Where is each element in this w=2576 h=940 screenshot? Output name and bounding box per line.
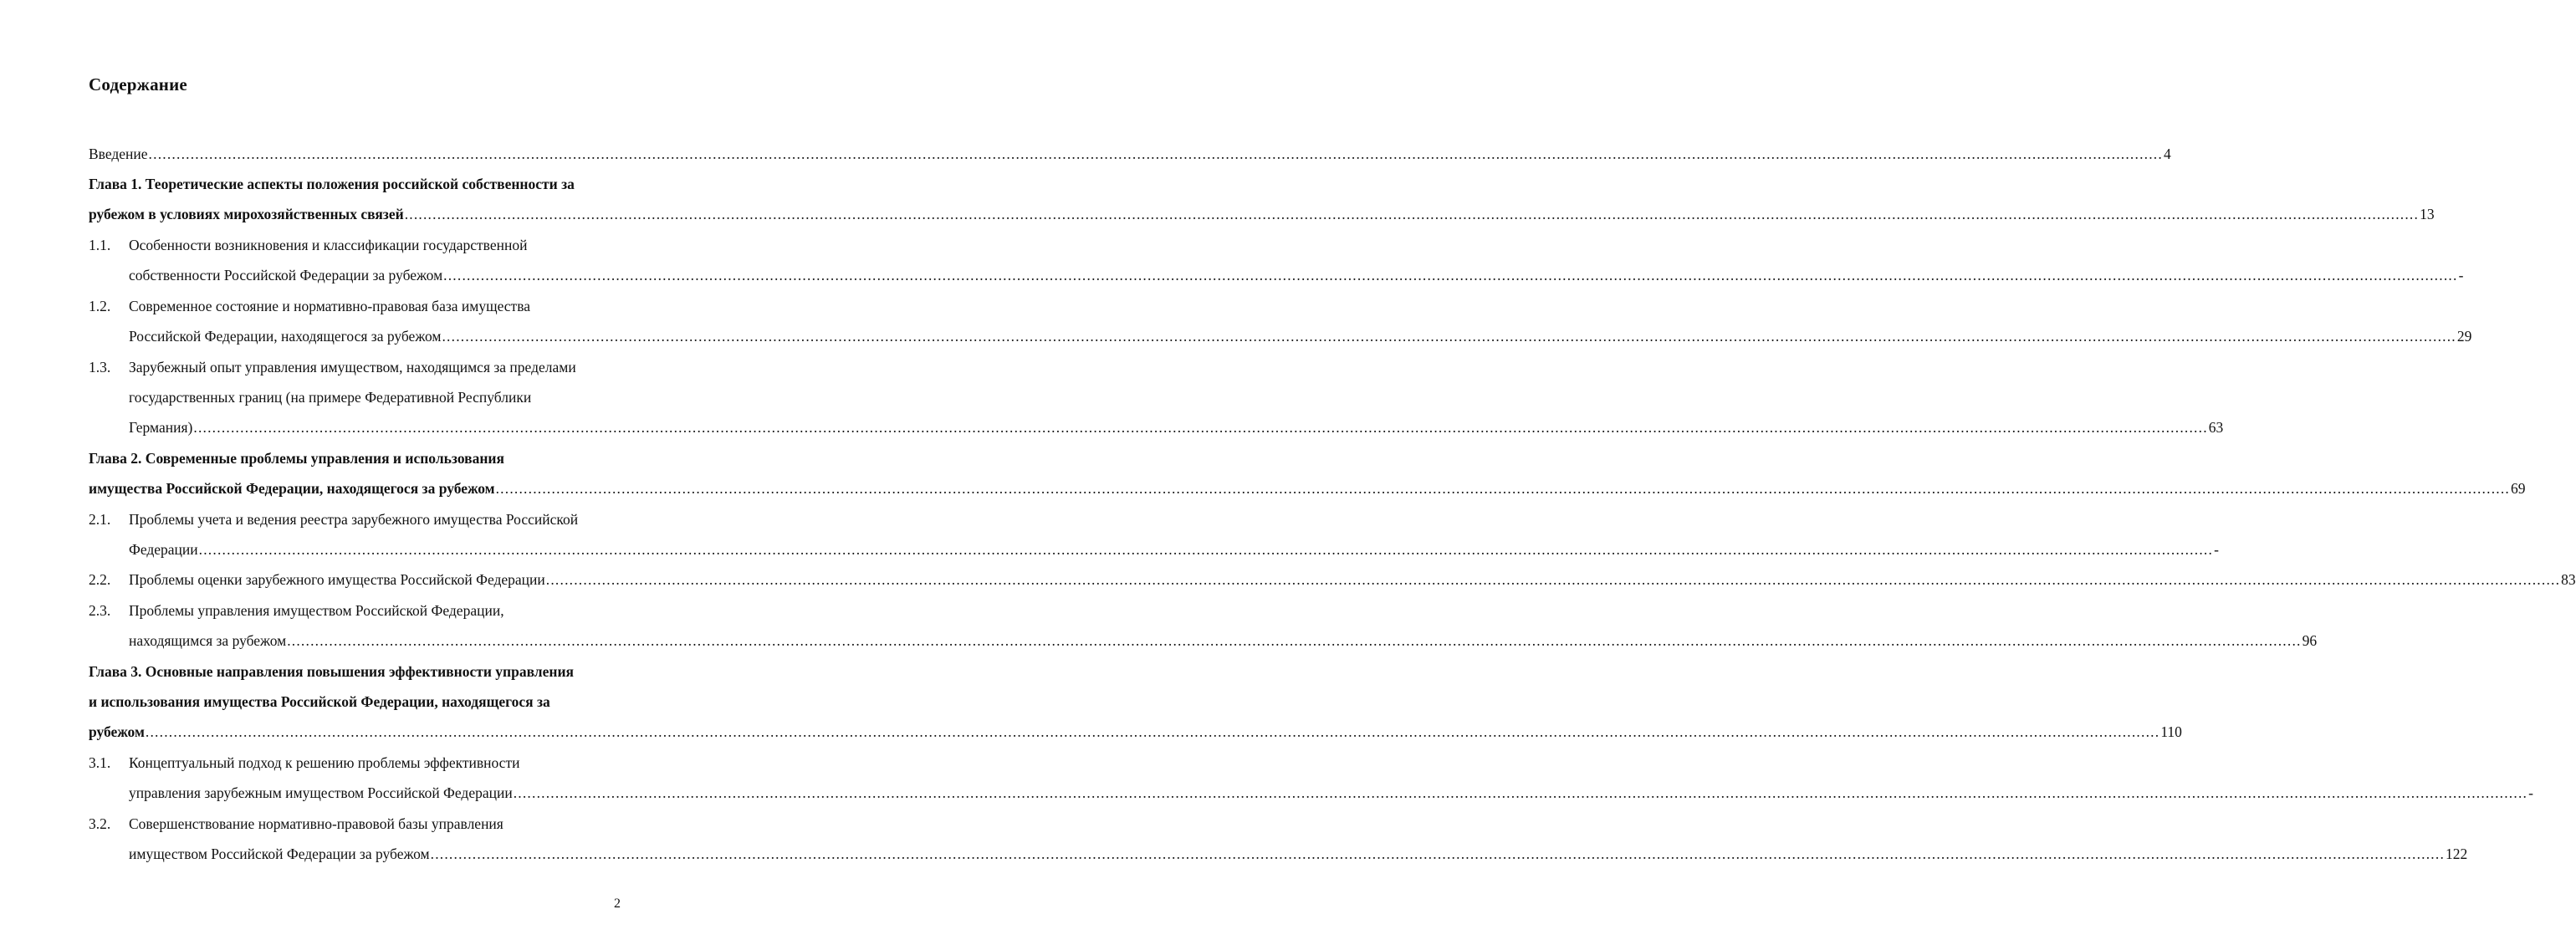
toc-chapter-title: Глава 1. Теоретические аспекты положения российской собственности за [89,176,575,192]
page-number: 2 [614,897,621,911]
toc-page-number: 63 [2208,419,2224,436]
page-title: Содержание [89,74,187,95]
toc-section-2-3-line-1[interactable] [129,601,624,620]
toc-section-3-2-line-2[interactable] [129,845,2468,863]
toc-section-title: Современное состояние и нормативно-правовая база имущества [129,298,530,314]
section-number: 1.2. [89,298,111,314]
toc-section-1-1-line-2[interactable] [129,266,2464,284]
toc-chapter-2-line-2[interactable] [89,479,2526,498]
toc-section-title: Особенности возникновения и классификации государственной [129,237,528,253]
toc-chapter-title: рубежом [89,723,145,740]
dot-leader: ................................................................................................................................................................................................................................................................................................................................................................................................................................................ [198,541,2214,558]
toc-section-title: Совершенствование нормативно-правовой базы управления [129,815,503,832]
toc-entry-title: Введение [89,146,148,162]
toc-page-number: 83 [2561,571,2576,588]
toc-page-number: - [2214,541,2219,558]
section-number: 3.2. [89,815,111,832]
toc-section-title: собственности Российской Федерации за рубежом [129,267,443,284]
toc-page-number: 69 [2511,480,2526,497]
dot-leader: ................................................................................................................................................................................................................................................................................................................................................................................................................................................ [404,206,2420,222]
dot-leader: ................................................................................................................................................................................................................................................................................................................................................................................................................................................ [442,328,2456,345]
section-number: 2.3. [89,602,111,619]
toc-entry-introduction[interactable] [89,145,2171,163]
toc-section-title: Зарубежный опыт управления имуществом, находящимся за пределами [129,359,576,375]
toc-section-title: Федерации [129,541,198,558]
toc-section-1-1-line-1[interactable] [129,236,624,254]
toc-section-title: Германия) [129,419,193,436]
toc-chapter-2-line-1[interactable] [89,449,624,467]
toc-section-3-1-line-1[interactable] [129,754,624,772]
toc-chapter-1-line-2[interactable] [89,205,2435,223]
dot-leader: ................................................................................................................................................................................................................................................................................................................................................................................................................................................ [287,632,2302,649]
toc-section-title: Проблемы управления имуществом Российской Федерации, [129,602,504,619]
section-number: 3.1. [89,754,111,771]
toc-page-number: 96 [2302,632,2318,649]
toc-section-2-1-line-2[interactable] [129,540,2219,559]
toc-chapter-title: рубежом в условиях мирохозяйственных связей [89,206,404,222]
toc-section-1-3-line-1[interactable] [129,358,624,376]
toc-section-2-1-line-1[interactable] [129,510,624,529]
dot-leader: ................................................................................................................................................................................................................................................................................................................................................................................................................................................ [513,784,2528,801]
section-number: 1.3. [89,359,111,375]
toc-page-number: 122 [2446,845,2468,862]
toc-section-title: государственных границ (на примере Федеративной Республики [129,389,532,406]
toc-page-number: 110 [2160,723,2182,740]
toc-chapter-1-line-1[interactable] [89,175,624,193]
toc-section-title: Концептуальный подход к решению проблемы эффективности [129,754,520,771]
toc-section-1-3-line-3[interactable] [129,418,2224,437]
toc-section-1-2-line-2[interactable] [129,327,2472,345]
toc-section-title: имуществом Российской Федерации за рубежом [129,845,430,862]
toc-chapter-title: Глава 3. Основные направления повышения эффективности управления [89,663,575,680]
dot-leader: ................................................................................................................................................................................................................................................................................................................................................................................................................................................ [193,419,2208,436]
toc-page-number: 29 [2456,328,2472,345]
dot-leader: ................................................................................................................................................................................................................................................................................................................................................................................................................................................ [430,845,2446,862]
section-number: 2.2. [89,571,111,588]
toc-chapter-3-line-3[interactable] [89,723,2182,741]
toc-chapter-title: Глава 2. Современные проблемы управления и использования [89,450,504,467]
toc-section-1-3-line-2[interactable] [129,388,624,406]
toc-page-number: 4 [2163,146,2171,162]
toc-section-3-1-line-2[interactable] [129,784,2533,802]
toc-section-title: Российской Федерации, находящегося за рубежом [129,328,442,345]
toc-section-1-2-line-1[interactable] [129,297,624,315]
toc-chapter-title: и использования имущества Российской Федерации, находящегося за [89,693,550,710]
toc-section-title: находящимся за рубежом [129,632,287,649]
dot-leader: ................................................................................................................................................................................................................................................................................................................................................................................................................................................ [145,723,2160,740]
toc-section-title: управления зарубежным имуществом Российской Федерации [129,784,513,801]
toc-page-number: - [2528,784,2533,801]
toc-chapter-title: имущества Российской Федерации, находящегося за рубежом [89,480,495,497]
dot-leader: ................................................................................................................................................................................................................................................................................................................................................................................................................................................ [443,267,2458,284]
toc-chapter-3-line-2[interactable] [89,692,624,711]
toc-section-title: Проблемы оценки зарубежного имущества Российской Федерации [129,571,545,588]
dot-leader: ................................................................................................................................................................................................................................................................................................................................................................................................................................................ [545,571,2561,588]
dot-leader: ................................................................................................................................................................................................................................................................................................................................................................................................................................................ [495,480,2511,497]
section-number: 2.1. [89,511,111,528]
toc-section-2-2-line-1[interactable] [129,570,2576,589]
toc-section-2-3-line-2[interactable] [129,631,2318,650]
toc-page-number: 13 [2420,206,2435,222]
toc-section-title: Проблемы учета и ведения реестра зарубежного имущества Российской [129,511,579,528]
toc-page-number: - [2458,267,2464,284]
dot-leader: ................................................................................................................................................................................................................................................................................................................................................................................................................................................ [148,146,2163,162]
section-number: 1.1. [89,237,111,253]
toc-chapter-3-line-1[interactable] [89,662,624,681]
toc-section-3-2-line-1[interactable] [129,815,624,833]
